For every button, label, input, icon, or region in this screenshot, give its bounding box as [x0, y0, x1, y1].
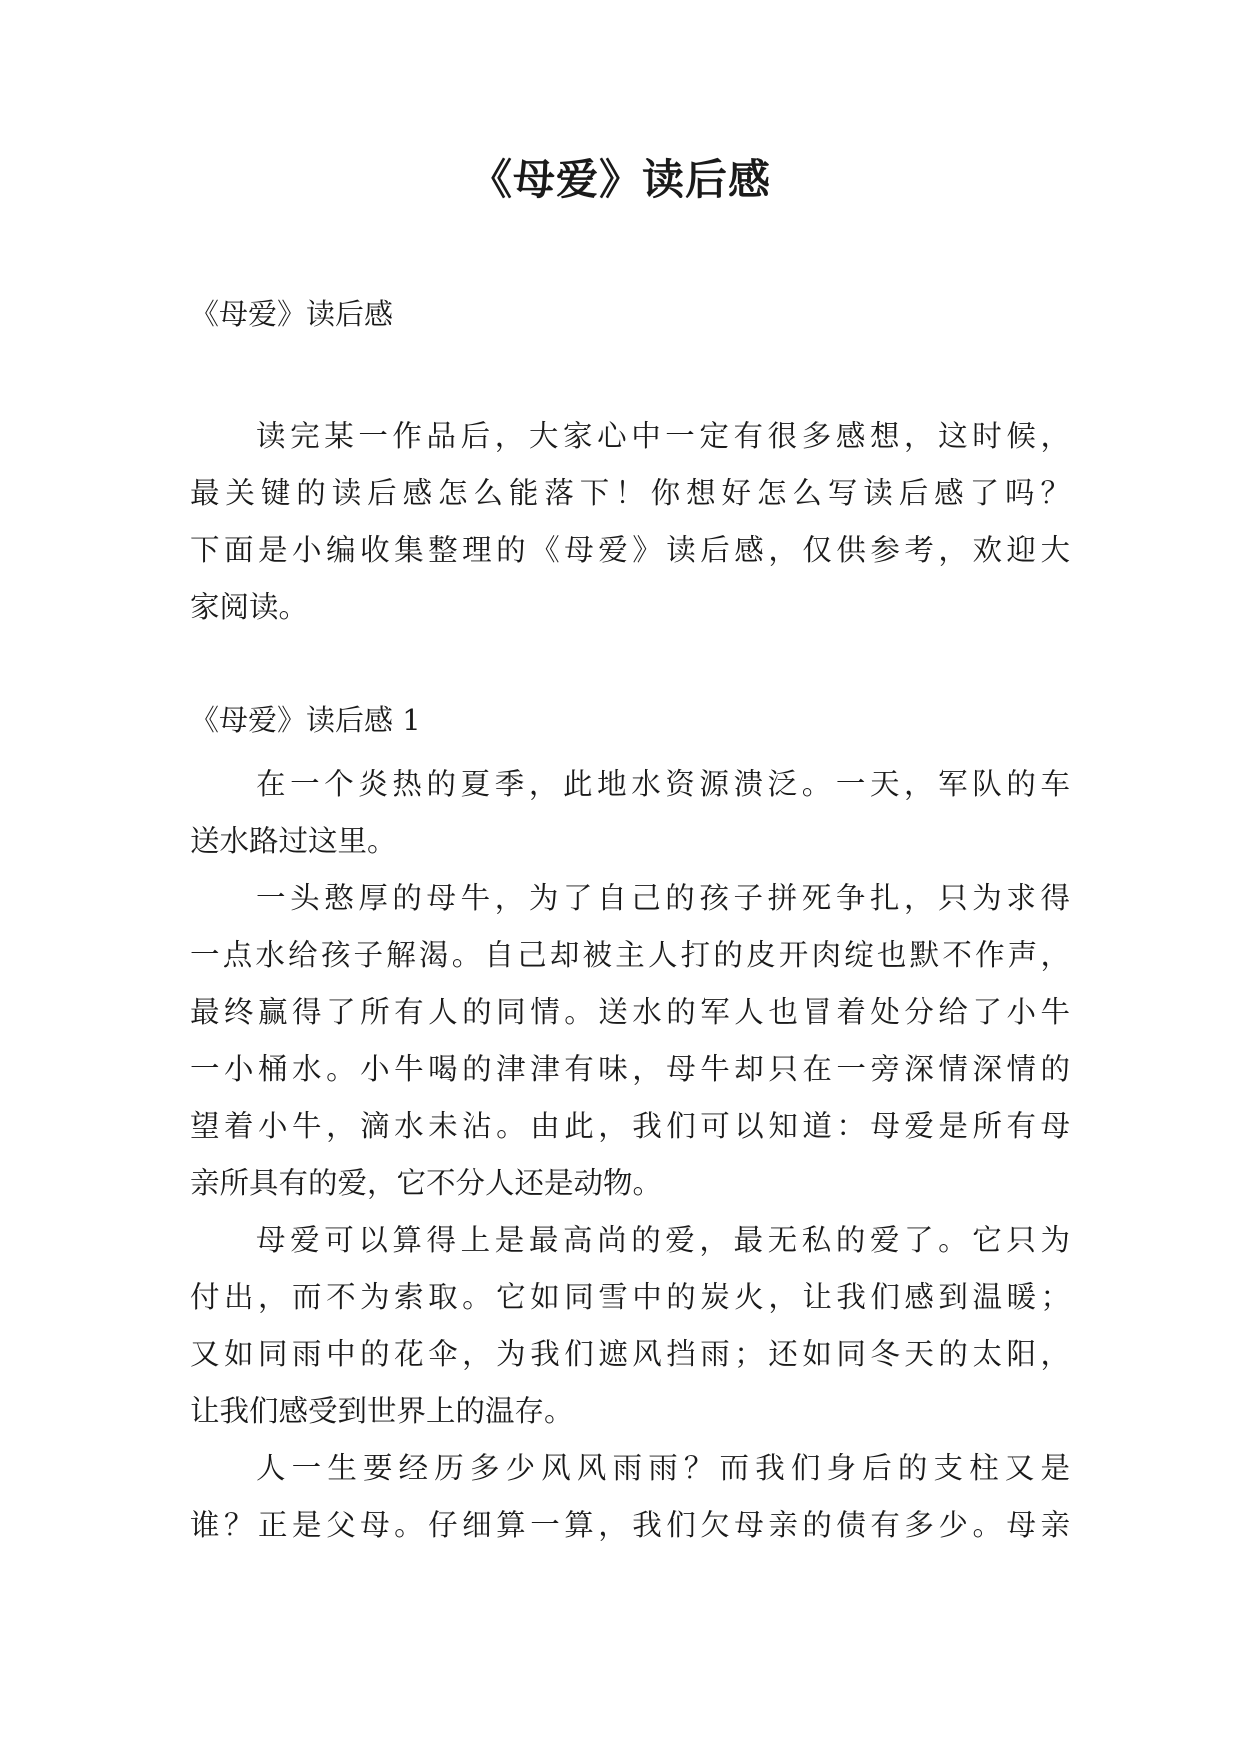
body-text	[190, 756, 1070, 1554]
paragraph-line: 读完某一作品后，大家心中一定有很多感想，这时候，	[256, 419, 1070, 453]
paragraph-line: 望着小牛，滴水未沾。由此，我们可以知道：母爱是所有母	[190, 1109, 1070, 1143]
paragraph-line: 一头憨厚的母牛，为了自己的孩子拼死争扎，只为求得	[256, 881, 1070, 915]
paragraph-line: 母爱可以算得上是最高尚的爱，最无私的爱了。它只为	[256, 1223, 1070, 1257]
document-subtitle: 《母爱》读后感	[190, 297, 394, 331]
paragraph-line: 让我们感受到世界上的温存。	[190, 1394, 574, 1428]
paragraph-line: 谁？正是父母。仔细算一算，我们欠母亲的债有多少。母亲	[190, 1508, 1070, 1542]
paragraph-line: 在一个炎热的夏季，此地水资源溃泛。一天，军队的车	[256, 767, 1070, 801]
paragraph-line: 人一生要经历多少风风雨雨？而我们身后的支柱又是	[256, 1451, 1070, 1485]
paragraph-line: 又如同雨中的花伞，为我们遮风挡雨；还如同冬天的太阳，	[190, 1337, 1070, 1371]
paragraph-line: 最终赢得了所有人的同情。送水的军人也冒着处分给了小牛	[190, 995, 1070, 1029]
document-title: 《母爱》读后感	[469, 155, 771, 204]
paragraph-line: 最关键的读后感怎么能落下！你想好怎么写读后感了吗？	[190, 476, 1070, 510]
paragraph-line: 送水路过这里。	[190, 824, 397, 858]
section-heading: 《母爱》读后感 1	[190, 703, 421, 737]
paragraph-line: 付出，而不为索取。它如同雪中的炭火，让我们感到温暖；	[190, 1280, 1070, 1314]
paragraph-line: 家阅读。	[190, 590, 309, 624]
paragraph-line: 一小桶水。小牛喝的津津有味，母牛却只在一旁深情深情的	[190, 1052, 1070, 1086]
intro-paragraph	[190, 408, 1070, 636]
paragraph-line: 一点水给孩子解渴。自己却被主人打的皮开肉绽也默不作声，	[190, 938, 1070, 972]
paragraph-line: 下面是小编收集整理的《母爱》读后感，仅供参考，欢迎大	[190, 533, 1070, 567]
paragraph-line: 亲所具有的爱，它不分人还是动物。	[190, 1166, 663, 1200]
